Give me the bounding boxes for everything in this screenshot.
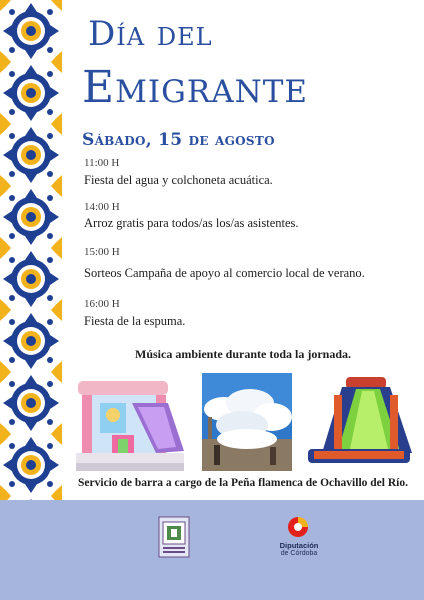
municipal-shield-icon	[158, 516, 190, 558]
bar-service-note: Servicio de barra a cargo de la Peña flamenca de Ochavillo del Río.	[78, 477, 408, 489]
schedule-time: 15:00 H	[84, 246, 120, 258]
bouncy-castle-photo	[72, 373, 188, 471]
schedule-activity: Sorteos Campaña de apoyo al comercio local de verano.	[84, 266, 365, 280]
schedule-time: 16:00 H	[84, 298, 120, 310]
diputacion-subtitle: de Córdoba	[280, 550, 318, 557]
footer-band	[0, 500, 424, 600]
title-line-1: Día del	[88, 14, 213, 54]
music-note: Música ambiente durante toda la jornada.	[135, 347, 351, 361]
foam-party-photo	[202, 373, 292, 471]
schedule-activity: Fiesta del agua y colchoneta acuática.	[84, 173, 273, 187]
schedule-time: 11:00 H	[84, 157, 120, 169]
water-slide-photo	[304, 373, 414, 471]
schedule-activity: Fiesta de la espuma.	[84, 314, 186, 328]
schedule-time: 14:00 H	[84, 201, 120, 213]
schedule-activity: Arroz gratis para todos/as los/as asistentes.	[84, 216, 299, 230]
event-date: Sábado, 15 de agosto	[82, 130, 275, 150]
diputacion-cordoba-logo-icon	[286, 515, 310, 539]
diputacion-name: Diputación	[279, 541, 319, 550]
title-line-2: Emigrante	[82, 62, 309, 113]
